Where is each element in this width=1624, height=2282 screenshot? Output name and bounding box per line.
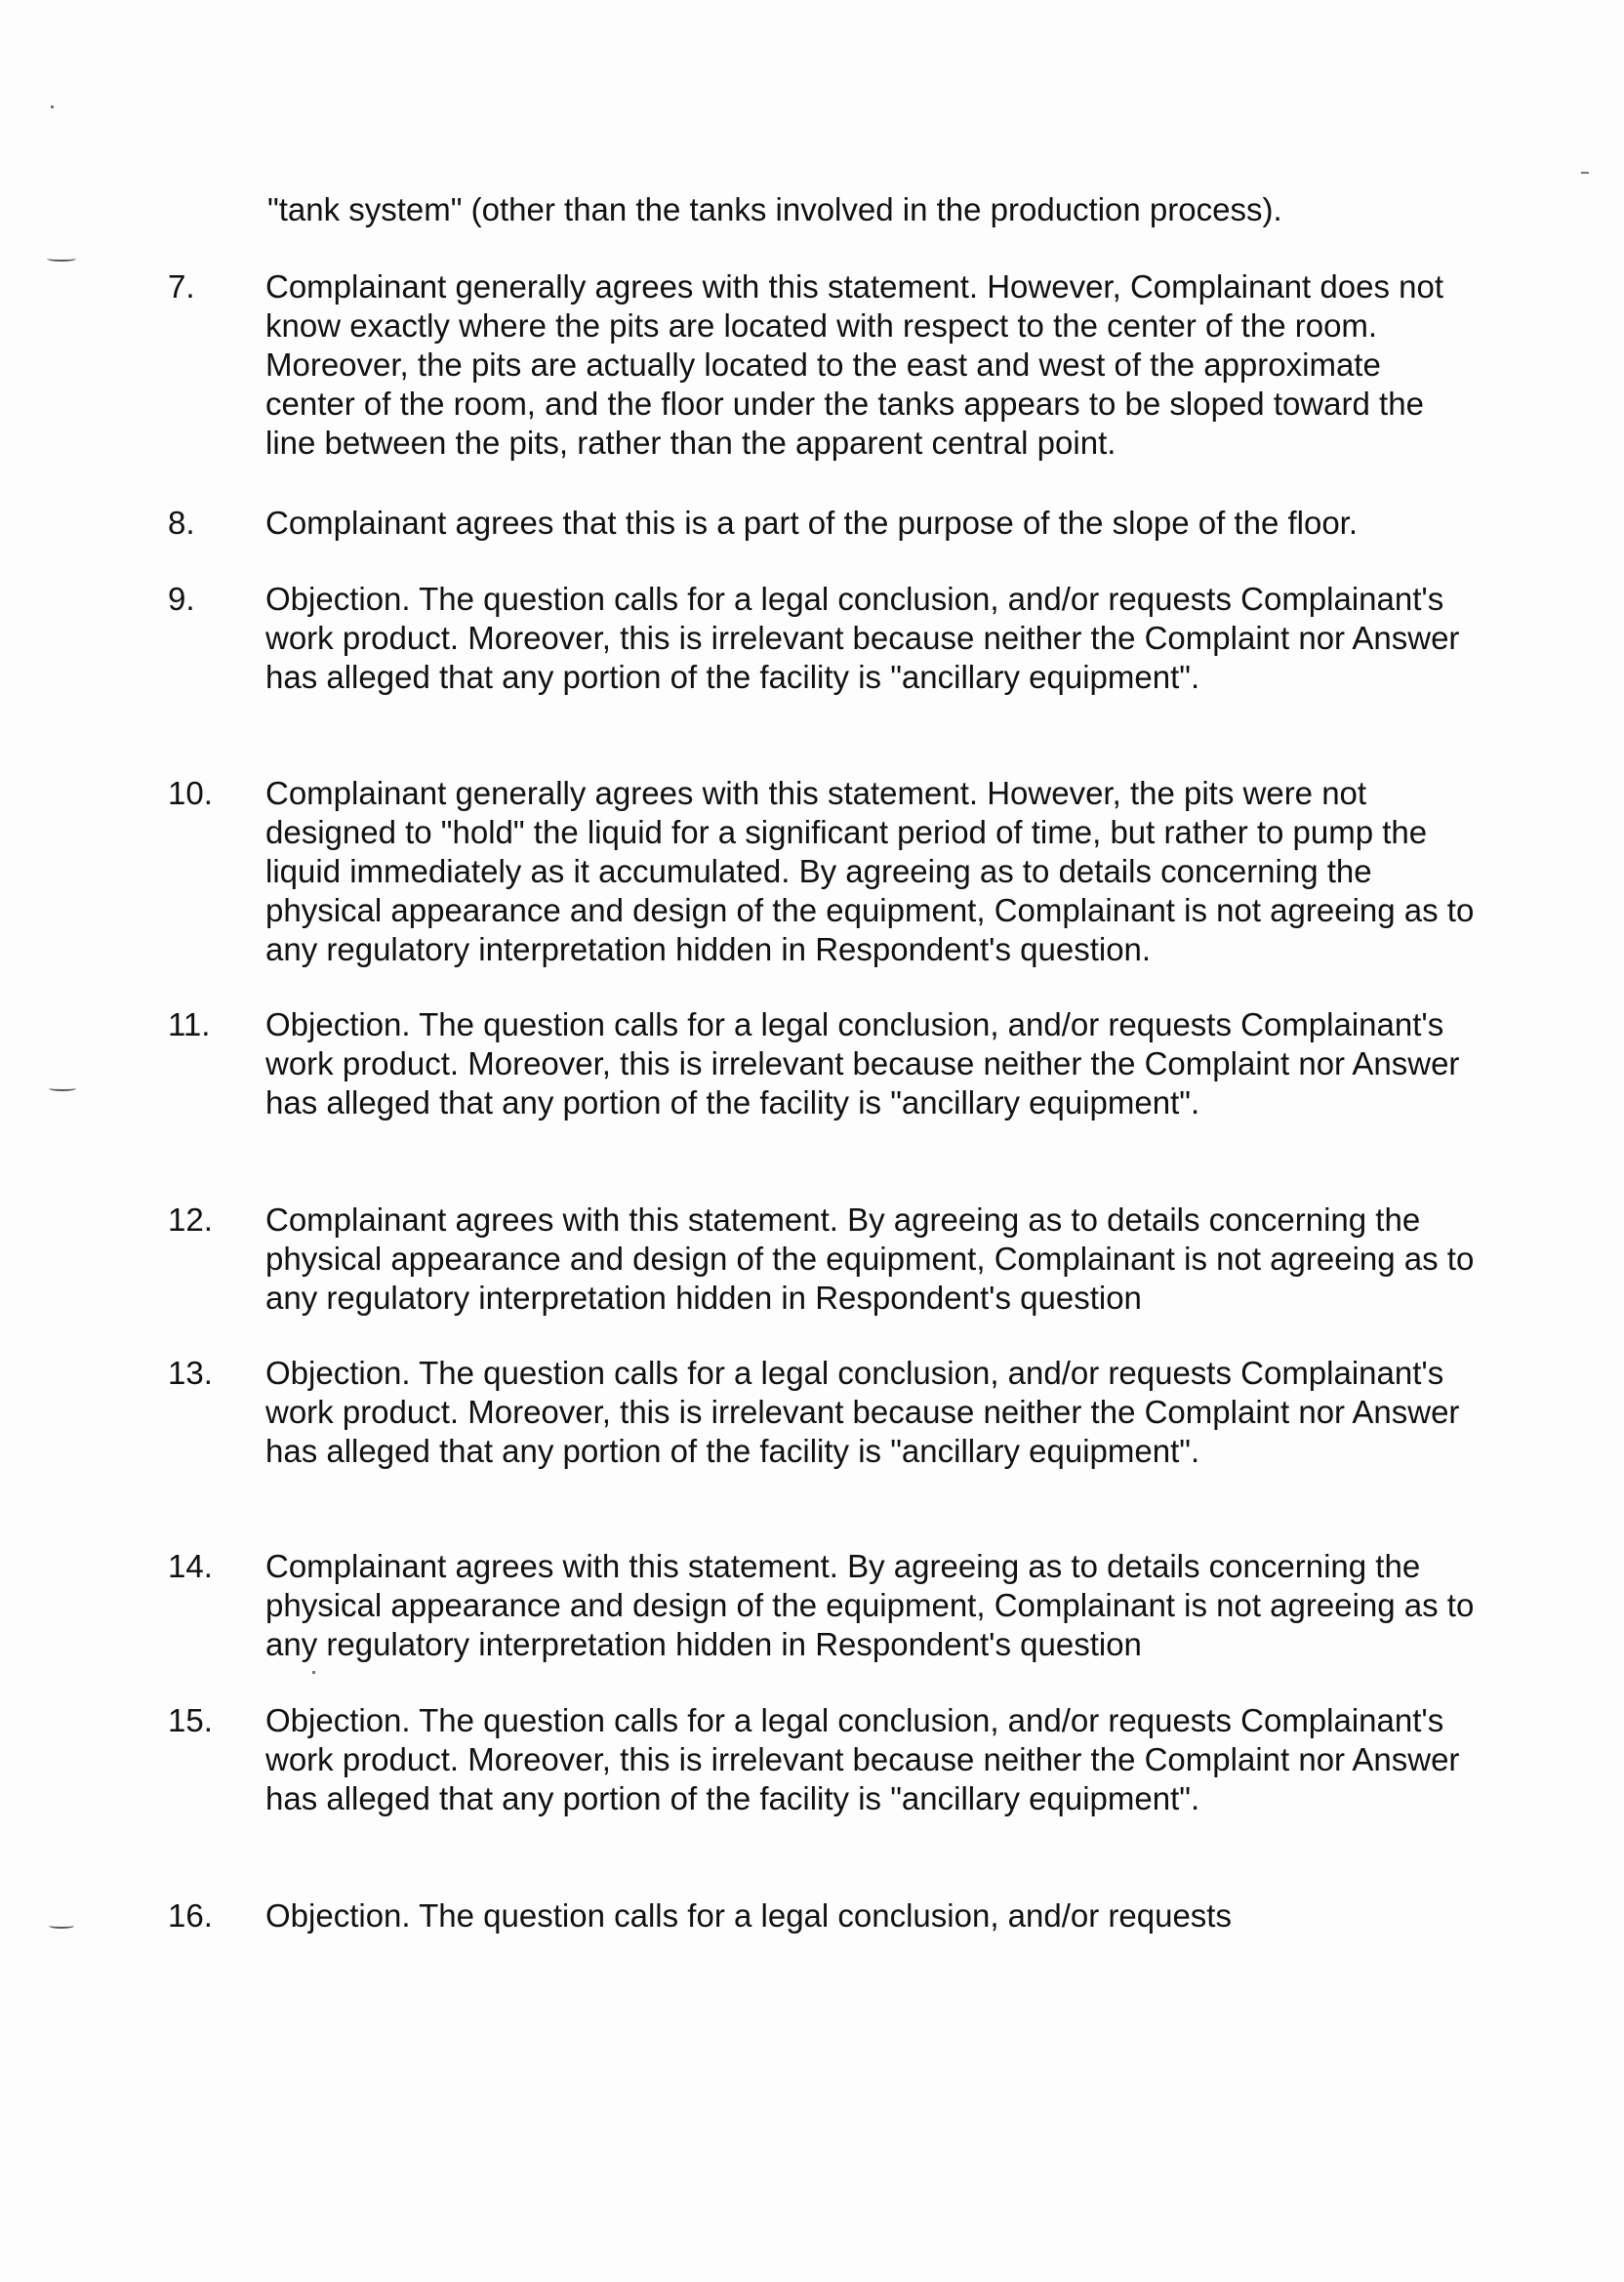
item-text: Complainant agrees with this statement. By agreeing as to details concerning the physical appearance and design of the equipment, Complainant is not agreeing as to any regulatory interpretation hidden in Respondent's question [265, 1548, 1475, 1662]
item-number: 16. [168, 1897, 213, 1934]
item-number: 10. [168, 775, 213, 811]
item-text: Objection. The question calls for a legal conclusion, and/or requests Complainant's work product. Moreover, this is irrelevant because neither the Complaint nor Answer has alleged that any portion of the facility is "ancillary equipment". [265, 1702, 1460, 1816]
item-text: Objection. The question calls for a legal conclusion, and/or requests Complainant's work product. Moreover, this is irrelevant because neither the Complaint nor Answer has alleged that any portion of the facility is "ancillary equipment". [265, 1355, 1460, 1469]
scan-mark [47, 256, 76, 262]
item-text: Objection. The question calls for a legal conclusion, and/or requests Complainant's work product. Moreover, this is irrelevant because neither the Complaint nor Answer has alleged that any portion of the facility is "ancillary equipment". [265, 1006, 1460, 1121]
scan-speck [51, 105, 54, 108]
item-text: Objection. The question calls for a legal conclusion, and/or requests [265, 1897, 1232, 1934]
item-number: 9. [168, 581, 195, 617]
item-text: Complainant agrees that this is a part of the purpose of the slope of the floor. [265, 505, 1359, 541]
item-number: 14. [168, 1548, 213, 1584]
item-text: Complainant generally agrees with this statement. However, the pits were not designed to "hold" the liquid for a significant period of time, but rather to pump the liquid immediately as it accumulated. By agreeing as to details concerning the physical appearance and design of the equipment, Complainant is not agreeing as to any regulatory interpretation hidden in Respondent's question. [265, 775, 1475, 967]
continued-paragraph: "tank system" (other than the tanks involved in the production process). [267, 191, 1282, 227]
item-number: 11. [168, 1006, 211, 1042]
item-number: 15. [168, 1702, 213, 1738]
item-text: Complainant agrees with this statement. By agreeing as to details concerning the physical appearance and design of the equipment, Complainant is not agreeing as to any regulatory interpretation hidden in Respondent's question [265, 1202, 1475, 1316]
item-number: 8. [168, 505, 195, 541]
item-text: Objection. The question calls for a legal conclusion, and/or requests Complainant's work product. Moreover, this is irrelevant because neither the Complaint nor Answer has alleged that any portion of the facility is "ancillary equipment". [265, 581, 1460, 695]
item-number: 13. [168, 1355, 213, 1391]
scan-mark [49, 1085, 76, 1091]
scan-speck [312, 1671, 315, 1674]
scan-mark [49, 1923, 74, 1929]
scan-speck [1581, 172, 1589, 174]
item-number: 7. [168, 268, 195, 305]
item-text: Complainant generally agrees with this statement. However, Complainant does not know exactly where the pits are located with respect to the center of the room. Moreover, the pits are actually located to the east and west of the approximate center of the room, and the floor under the tanks appears to be sloped toward the line between the pits, rather than the apparent central point. [265, 268, 1443, 461]
item-number: 12. [168, 1202, 213, 1238]
